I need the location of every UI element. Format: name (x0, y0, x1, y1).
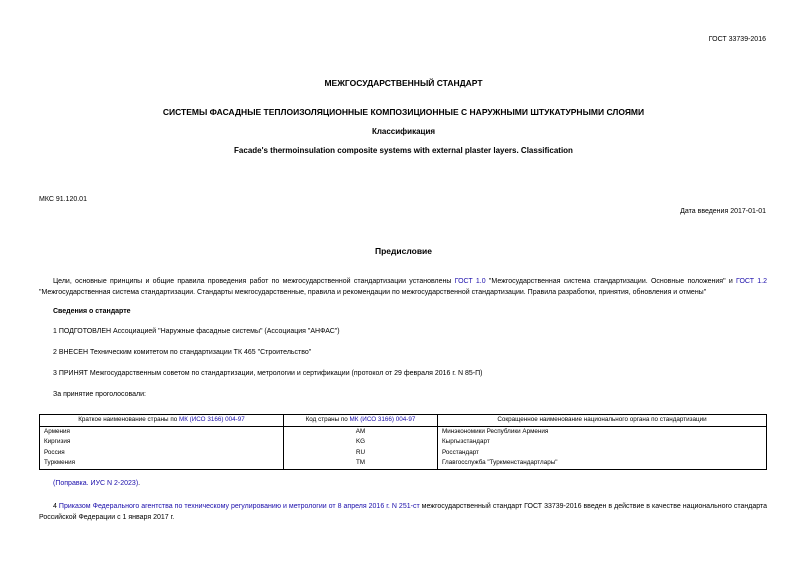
voted-label: За принятие проголосовали: (53, 391, 146, 398)
document-title: СИСТЕМЫ ФАСАДНЫЕ ТЕПЛОИЗОЛЯЦИОННЫЕ КОМПОЗИЦИОННЫЕ С НАРУЖНЫМИ ШТУКАТУРНЫМИ СЛОЯМИ (162, 107, 645, 117)
country-name: Киргизия (40, 437, 284, 448)
table-row (40, 437, 767, 448)
item-1-prepared: 1 ПОДГОТОВЛЕН Ассоциацией "Наружные фасадные системы" (Ассоциация "АНФАС") (53, 328, 340, 335)
item-4-enacted: 4 Приказом Федерального агентства по техническому регулированию и метрологии от 8 апреля 2016 г. N 251-ст межгосударственный стандарт ГОСТ 33739-2016 введен в действие в качестве национального стандарта Российской Федерации с 1 января 2017 г. (39, 503, 767, 521)
country-code: KG (284, 437, 438, 448)
amendment-link[interactable]: (Поправка. ИУС N 2-2023) (53, 480, 139, 487)
standards-body: Росстандарт (438, 448, 767, 459)
mk-iso-3166-link[interactable]: МК (ИСО 3166) 004-97 (178, 416, 245, 424)
mk-iso-3166-link[interactable]: МК (ИСО 3166) 004-97 (349, 416, 416, 424)
document-subtitle: Классификация (371, 127, 436, 136)
mks-code: МКС 91.120.01 (39, 196, 87, 203)
foreword-heading: Предисловие (374, 246, 433, 256)
effective-date: Дата введения 2017-01-01 (680, 208, 766, 215)
column-header-organization: Сокращенное наименование национального органа по стандартизации (438, 415, 767, 427)
country-code: RU (284, 448, 438, 459)
rosstandart-order-link[interactable]: Приказом Федерального агентства по техническому регулированию и метрологии от 8 апреля 2016 г. N 251-ст (58, 503, 420, 510)
standards-body: Кыргызстандарт (438, 437, 767, 448)
country-name: Армения (40, 426, 284, 437)
voting-countries-table (39, 414, 767, 470)
foreword-paragraph (39, 276, 767, 298)
item-2-submitted: 2 ВНЕСЕН Техническим комитетом по стандартизации ТК 465 "Строительство" (53, 349, 312, 356)
country-code: AM (284, 426, 438, 437)
column-header-code: Код страны по МК (ИСО 3166) 004-97 (284, 415, 438, 427)
document-number: ГОСТ 33739-2016 (708, 36, 766, 43)
standards-body: Главгосслужба "Туркменстандартлары" (438, 458, 767, 469)
table-header-row (40, 415, 767, 427)
country-code: TM (284, 458, 438, 469)
country-name: Туркмения (40, 458, 284, 469)
standards-body: Минэкономики Республики Армения (438, 426, 767, 437)
foreword-text-3: "Межгосударственная система стандартизации. Стандарты межгосударственные, правила и рекомендации по межгосударственной стандартизации. Правила разработки, принятия, обновления и отмены" (39, 289, 707, 296)
document-title-english: Facade's thermoinsulation composite systems with external plaster layers. Classification (234, 146, 573, 155)
amendment-note: (Поправка. ИУС N 2-2023). (53, 480, 141, 487)
standard-type: МЕЖГОСУДАРСТВЕННЫЙ СТАНДАРТ (324, 78, 483, 88)
table-row (40, 448, 767, 459)
foreword-text-1: Цели, основные принципы и общие правила проведения работ по межгосударственной стандартизации установлены (53, 278, 455, 285)
column-header-country: Краткое наименование страны по МК (ИСО 3166) 004-97 (40, 415, 284, 427)
standard-info-heading: Сведения о стандарте (53, 308, 131, 315)
table-row (40, 458, 767, 469)
item-3-adopted: 3 ПРИНЯТ Межгосударственным советом по стандартизации, метрологии и сертификации (протокол от 29 февраля 2016 г. N 85-П) (53, 370, 483, 377)
gost-1-2-link[interactable]: ГОСТ 1.2 (736, 278, 767, 285)
country-name: Россия (40, 448, 284, 459)
table-row (40, 426, 767, 437)
foreword-text-2: "Межгосударственная система стандартизации. Основные положения" и (485, 278, 737, 285)
gost-1-0-link[interactable]: ГОСТ 1.0 (454, 278, 486, 285)
